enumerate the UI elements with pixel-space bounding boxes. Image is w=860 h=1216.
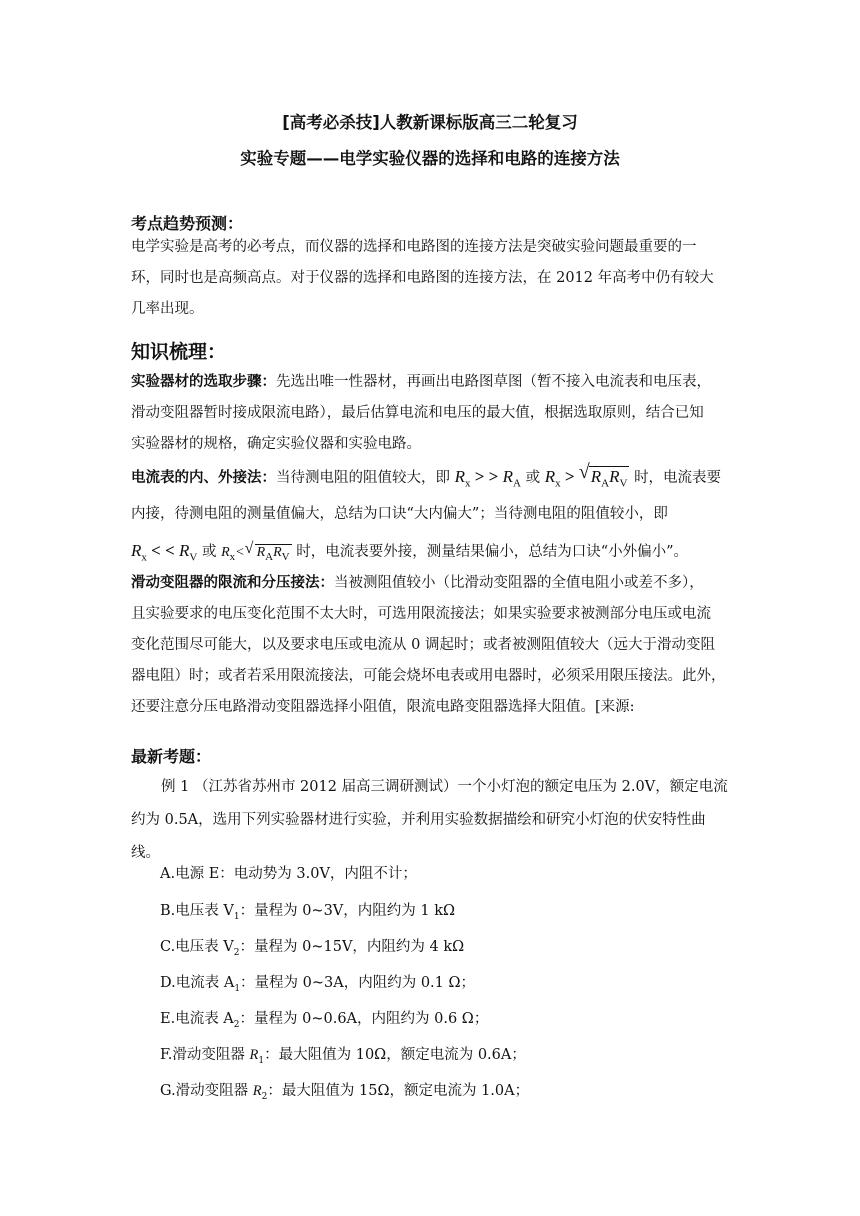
formula-rx-gt-sqrt: $R_x$ > √ $R_AR_V$	[544, 461, 628, 490]
rheostat-line: 还要注意分压电路滑动变阻器选择小阻值，限流电路变阻器选择大阻值。[来源:	[131, 699, 635, 715]
document-page: [高考必杀技]人教新课标版高三二轮复习 实验专题——电学实验仪器的选择和电路的连接方法 考点趋势预测： 电学实验是高考的必考点，而仪器的选择和电路图的连接方法是突破实验问题最重要的一 环，同时也是高频高点。对于仪器的选择和电路图的连接方法，在 2012 年高考中仍有较大 几率出现。 知识梳理： 实验器材的选取步骤：先选出唯一性器材，再画出电路图草图（暂不接入电流表和电压表， 滑动变阻器暂时接成限流电路），最后估算电流和电压的最大值，根据选取原则，结合已知 实验器材的规格，确定实验仪器和实验电路。 电流表的内、外接法：当待测电阻的阻值较大，即 $R_x$ > > $R_A$ 或 $R_x$ > √ $R_AR_V$ 时，电流表要 内接，待测电阻的测量值偏大，总结为口诀“大内偏大”；当待测电阻的阻值较小，即 $R_x$ < < $R_V$ 或 $R_x<$ √ $R_AR_V$ 时，电流表要外接，测量结果偏小，总结为口诀“小外偏小”。 滑动变阻器的限流和分压接法：当被测阻值较小（比滑动变阻器的全值电阻小或差不多）， 且实验要求的电压变化范围不太大时，可选用限流接法；如果实验要求被测部分电压或电流 变化范围尽可能大，以及要求电压或电流从 0 调起时；或者被测阻值较大（远大于滑动变阻 器电阻）时；或者若采用限流接法，可能会烧坏电表或用电器时，必须采用限压接法。此外， 还要注意分压电路滑动变阻器选择小阻值，限流电路变阻器选择大阻值。[来源: 最新考题： 例 1 （江苏省苏州市 2012 届高三调研测试）一个小灯泡的额定电压为 2.0V，额定电流 约为 0.5A，选用下列实验器材进行实验，并利用实验数据描绘和研究小灯泡的伏安特性曲 线。 A.电源 E：电动势为 3.0V，内阻不计； B.电压表 $V_1$：量程为 0~3V，内阻约为 1 kΩ C.电压表 $V_2$：量程为 0~15V，内阻约为 4 kΩ D.电流表 $A_1$：量程为 0~3A，内阻约为 0.1 Ω； E.电流表 $A_2$：量程为 0~0.6A，内阻约为 0.6 Ω； F.滑动变阻器 $R_1$：最大阻值为 10Ω，额定电流为 0.6A； G.滑动变阻器 $R_2$：最大阻值为 15Ω，额定电流为 1.0A；	[0, 0, 860, 1216]
example-line: 例 1 （江苏省苏州市 2012 届高三调研测试）一个小灯泡的额定电压为 2.0V，额定电流	[161, 779, 728, 795]
rheostat-line: 且实验要求的电压变化范围不太大时，可选用限流接法；如果实验要求被测部分电压或电流	[131, 606, 711, 622]
option-item: F.滑动变阻器 $R_1$：最大阻值为 10Ω，额定电流为 0.6A；	[160, 1047, 526, 1066]
option-item: E.电流表 $A_2$：量程为 0~0.6A，内阻约为 0.6 Ω；	[160, 1011, 489, 1030]
option-item: C.电压表 $V_2$：量程为 0~15V，内阻约为 4 kΩ	[160, 939, 465, 958]
knowledge-heading: 知识梳理：	[131, 341, 227, 363]
ammeter-label: 电流表的内、外接法：	[131, 470, 276, 486]
option-item: B.电压表 $V_1$：量程为 0~3V，内阻约为 1 kΩ	[160, 903, 456, 922]
formula-rx-gg-ra: $R_x$ > > $R_A$	[454, 467, 521, 490]
rheostat-line: 器电阻）时；或者若采用限流接法，可能会烧坏电表或用电器时，必须采用限压接法。此外，	[131, 668, 726, 684]
option-item: A.电源 E：电动势为 3.0V，内阻不计；	[160, 866, 417, 882]
trend-line: 几率出现。	[131, 301, 204, 317]
trend-line: 电学实验是高考的必考点，而仪器的选择和电路图的连接方法是突破实验问题最重要的一	[131, 239, 697, 255]
equipment-label: 实验器材的选取步骤：	[131, 374, 276, 390]
option-item: D.电流表 $A_1$：量程为 0~3A，内阻约为 0.1 Ω；	[160, 975, 476, 994]
document-subtitle: 实验专题——电学实验仪器的选择和电路的连接方法	[240, 149, 620, 168]
ammeter-line: 内接，待测电阻的测量值偏大，总结为口诀“大内偏大”；当待测电阻的阻值较小，即	[131, 506, 668, 522]
equipment-line: 先选出唯一性器材，再画出电路图草图（暂不接入电流表和电压表，	[276, 374, 711, 390]
rheostat-line: 变化范围尽可能大，以及要求电压或电流从 0 调起时；或者被测阻值较大（远大于滑动变阻	[131, 637, 715, 653]
document-title: [高考必杀技]人教新课标版高三二轮复习	[282, 113, 578, 132]
example-line: 线。	[131, 845, 160, 861]
formula-rx-ll-rv: $R_x$ < < $R_V$	[131, 541, 198, 564]
trend-line: 环，同时也是高频高点。对于仪器的选择和电路图的连接方法，在 2012 年高考中仍有较大	[131, 270, 714, 286]
equipment-line: 实验器材的规格，确定实验仪器和实验电路。	[131, 436, 421, 452]
trend-heading: 考点趋势预测：	[131, 214, 244, 233]
example-line: 约为 0.5A，选用下列实验器材进行实验，并利用实验数据描绘和研究小灯泡的伏安特性曲	[131, 812, 706, 828]
equipment-line: 滑动变阻器暂时接成限流电路），最后估算电流和电压的最大值，根据选取原则，结合已知	[131, 405, 704, 421]
formula-rx-lt-sqrt: $R_x<$ √ $R_AR_V$	[221, 540, 290, 563]
option-item: G.滑动变阻器 $R_2$：最大阻值为 15Ω，额定电流为 1.0A；	[160, 1083, 530, 1102]
latest-heading: 最新考题：	[131, 747, 212, 766]
rheostat-label: 滑动变阻器的限流和分压接法：	[131, 575, 334, 591]
